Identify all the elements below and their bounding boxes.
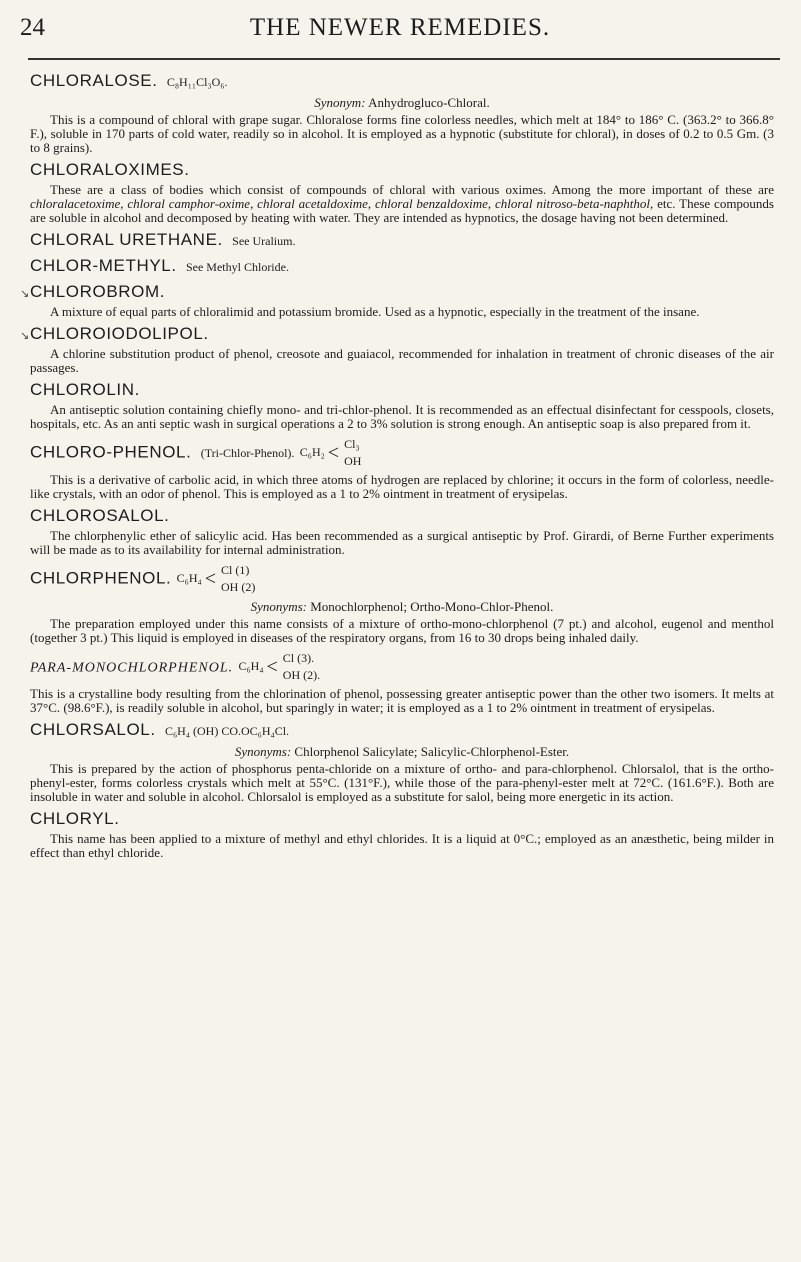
entry-heading: CHLOROSALOL. (30, 506, 170, 525)
entry-heading: PARA-MONOCHLORPHENOL. C₆H₄ < Cl (3). OH (2). (30, 651, 321, 682)
entry-heading: CHLORYL. (30, 809, 120, 828)
entry-chloralose (30, 71, 774, 155)
entry-heading: ↘ CHLOROIODOLIPOL. (30, 324, 774, 344)
entry-chlorsalol (30, 720, 774, 804)
entry-chloro-phenol (30, 436, 774, 501)
synonym-line: Synonyms: Chlorphenol Salicylate; Salicylic-Chlorphenol-Ester. (234, 744, 570, 759)
page-number: 24 (20, 14, 45, 41)
entry-heading: CHLORO-PHENOL. (Tri-Chlor-Phenol). C₆H₂ < Cl₃ OH (30, 437, 362, 468)
entry-text: This is a crystalline body resulting from the chlorination of phenol, possessing greater antiseptic power than the other two isomers. It melts at 37°C. (98.6°F.), is readily soluble in alcohol, but sparingly in water; it is employed as a 1 to 2% ointment in treatment of erysipelas. (30, 686, 774, 715)
structural-formula: C₆H₂ < Cl₃ OH (299, 437, 362, 468)
entry-text: These are a class of bodies which consist of compounds of chloral with various oximes. Among the more important of these are chloralacetoxime, chloral camphor-oxime, chloral acetaldoxime, chloral benzaldoxime, chloral nitroso-beta-naphthol, etc. These compounds are soluble in alcohol and decomposed by heating with water. They are intended as hypnotics, the dosage having not been determined. (30, 182, 774, 225)
entry-heading: ↘ CHLOROBROM. (30, 282, 774, 302)
structural-formula: C₆H₄ < Cl (3). OH (2). (238, 651, 321, 682)
entry-heading: CHLORPHENOL. C₆H₄ < Cl (1) OH (2) (30, 563, 256, 594)
entry-text: This name has been applied to a mixture of methyl and ethyl chlorides. It is a liquid at 0°C.; employed as an anæsthetic, being milder in effect than ethyl chloride. (30, 831, 774, 860)
cross-reference: See Methyl Chloride. (185, 260, 289, 274)
entry-chloral-urethane (30, 230, 774, 251)
page-title: THE NEWER REMEDIES. (249, 14, 551, 41)
entry-heading: CHLOROLIN. (30, 380, 140, 399)
entry-text: The chlorphenylic ether of salicylic acid. Has been recommended as a surgical antiseptic by Prof. Girardi, of Berne Further experiments will be made as to its availability for internal administration. (30, 528, 774, 557)
entry-chlorosalol (30, 506, 774, 557)
entry-text: A mixture of equal parts of chloralimid and potassium bromide. Used as a hypnotic, especially in the treatment of the insane. (50, 304, 700, 319)
cross-reference: See Uralium. (232, 234, 296, 248)
margin-tick-icon: ↘ (20, 288, 30, 300)
entry-heading: CHLOR-METHYL. See Methyl Chloride. (30, 256, 289, 275)
entry-chlor-methyl (30, 256, 774, 277)
synonym-line: Synonyms: Monochlorphenol; Ortho-Mono-Chlor-Phenol. (250, 599, 554, 614)
entry-heading: CHLORALOXIMES. (30, 160, 190, 179)
entry-heading: CHLORALOSE. C₈H₁₁Cl₃O₆. (30, 71, 228, 90)
margin-tick-icon: ↘ (20, 330, 30, 342)
header-rule (28, 58, 780, 60)
entry-heading: CHLORAL URETHANE. See Uralium. (30, 230, 296, 249)
entry-para-monochlorphenol (30, 650, 774, 715)
page-body (20, 66, 774, 862)
entry-chlorphenol (30, 562, 774, 645)
branch-bracket-icon: < (204, 568, 216, 590)
entry-chloraloximes (30, 160, 774, 225)
structural-formula: C₆H₄ < Cl (1) OH (2) (176, 563, 256, 594)
entry-text: This is a derivative of carbolic acid, in which three atoms of hydrogen are replaced by chlorine; it occurs in the form of colorless, needle-like crystals, with an odor of phenol. This is employed as a 1 to 2% ointment in treatment of erysipelas. (30, 472, 774, 501)
branch-bracket-icon: < (327, 442, 340, 464)
entry-text: The preparation employed under this name consists of a mixture of ortho-mono-chlorphenol (7 pt.) and alcohol, eugenol and menthol (together 3 pt.) This liquid is employed in diseases of the respiratory organs, from 16 to 30 drops being inhaled daily. (30, 616, 774, 645)
entry-alias: (Tri-Chlor-Phenol). (200, 446, 295, 461)
branch-bracket-icon: < (266, 656, 278, 678)
chemical-formula: C₆H₄ (OH) CO.OC₆H₄Cl. (164, 724, 290, 738)
entry-text: An antiseptic solution containing chiefly mono- and tri-chlor-phenol. It is recommended as an effectual disinfectant for cesspools, closets, hospitals, etc. As an anti septic wash in surgical operations a 2 to 3% solution is strong enough. An antiseptic soap is also prepared from it. (30, 402, 774, 431)
chemical-formula: C₈H₁₁Cl₃O₆. (166, 75, 228, 89)
entry-text: This is prepared by the action of phosphorus penta-chloride on a mixture of ortho- and para-chlorphenol. Chlorsalol, that is the ortho-phenyl-ester, forms colorless crystals which melt at 55°C. (131°F.), while those of the para-phenyl-ester melt at 72°C. (161.6°F.). Both are insoluble in water and soluble in alcohol. Chlorsalol is employed as a substitute for salol, being more energetic in its action. (30, 761, 774, 804)
synonym-line: Synonym: Anhydrogluco-Chloral. (314, 95, 490, 110)
entry-chloryl (30, 809, 774, 860)
entry-text: A chlorine substitution product of phenol, creosote and guaiacol, recommended for inhalation in treatment of chronic diseases of the air passages. (30, 346, 774, 375)
entry-chlorobrom (20, 282, 774, 319)
entry-chlorolin (30, 380, 774, 431)
entry-heading: CHLORSALOL. C₆H₄ (OH) CO.OC₆H₄Cl. (30, 720, 290, 739)
running-header (20, 14, 780, 48)
entry-chloroiodolipol (20, 324, 774, 375)
entry-text: This is a compound of chloral with grape sugar. Chloralose forms fine colorless needles, which melt at 184° to 186° C. (363.2° to 366.8° F.), soluble in 170 parts of cold water, readily so in alcohol. It is employed as a hypnotic (substitute for chloral), in doses of 0.2 to 0.5 Gm. (3 to 8 grains). (30, 112, 774, 155)
